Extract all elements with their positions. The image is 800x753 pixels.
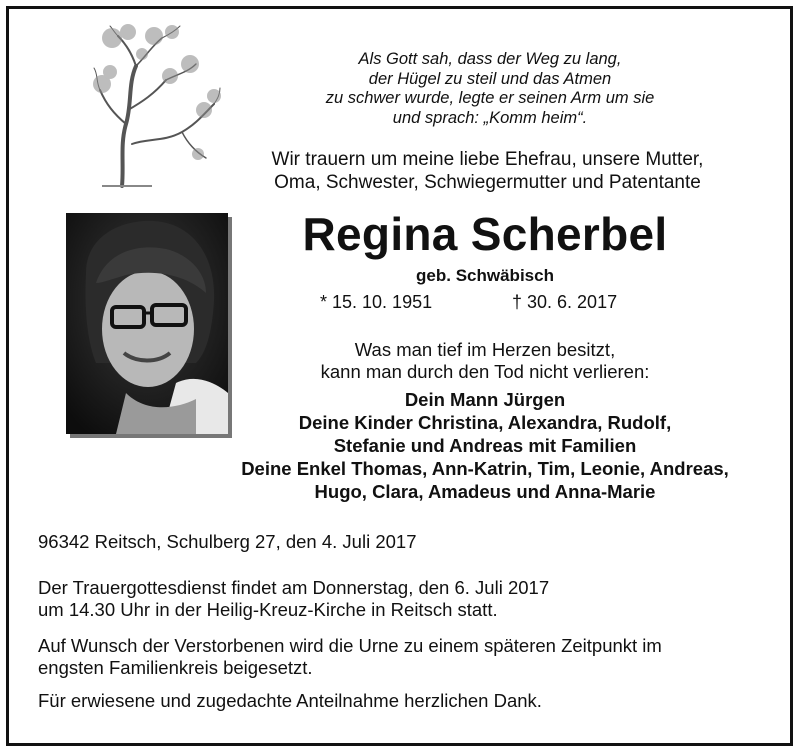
family-line: Deine Kinder Christina, Alexandra, Rudolf, [298, 412, 672, 433]
urn-line: Auf Wunsch der Verstorbenen wird die Urne zu einem späteren Zeitpunkt im [38, 635, 662, 656]
verse-line: und sprach: „Komm heim“. [392, 108, 588, 127]
verse-line: Als Gott sah, dass der Weg zu lang, [358, 50, 622, 68]
memorial-quote [255, 339, 715, 383]
service-line: Der Trauergottesdienst findet am Donnerstag, den 6. Juli 2017 [38, 577, 550, 598]
mourning-intro [240, 148, 735, 194]
urn-notice [38, 635, 768, 679]
urn-line: engsten Familienkreis beigesetzt. [38, 657, 313, 678]
quote-line: kann man durch den Tod nicht verlieren: [320, 361, 650, 382]
family-list [190, 388, 780, 503]
poem-verse [280, 50, 700, 128]
family-line: Stefanie und Andreas mit Familien [333, 435, 637, 456]
maiden-name: geb. Schwäbisch [416, 266, 554, 285]
service-notice [38, 577, 768, 621]
deceased-name: Regina Scherbel [302, 208, 668, 260]
family-line: Deine Enkel Thomas, Ann-Katrin, Tim, Leonie, Andreas, [241, 458, 729, 479]
family-line: Dein Mann Jürgen [404, 389, 566, 410]
verse-line: der Hügel zu steil und das Atmen [368, 69, 612, 88]
intro-line: Oma, Schwester, Schwiegermutter und Patentante [274, 172, 701, 193]
family-line: Hugo, Clara, Amadeus und Anna-Marie [314, 481, 656, 502]
tree-illustration [92, 24, 222, 190]
quote-line: Was man tief im Herzen besitzt, [354, 339, 616, 360]
death-date: † 30. 6. 2017 [512, 292, 618, 312]
place-and-date: 96342 Reitsch, Schulberg 27, den 4. Juli 2017 [38, 531, 417, 552]
verse-line: zu schwer wurde, legte er seinen Arm um sie [325, 89, 655, 107]
intro-line: Wir trauern um meine liebe Ehefrau, unsere Mutter, [271, 149, 704, 170]
birth-date: * 15. 10. 1951 [320, 292, 433, 312]
service-line: um 14.30 Uhr in der Heilig-Kreuz-Kirche in Reitsch statt. [38, 599, 498, 620]
thanks-note: Für erwiesene und zugedachte Anteilnahme herzlichen Dank. [38, 690, 542, 711]
